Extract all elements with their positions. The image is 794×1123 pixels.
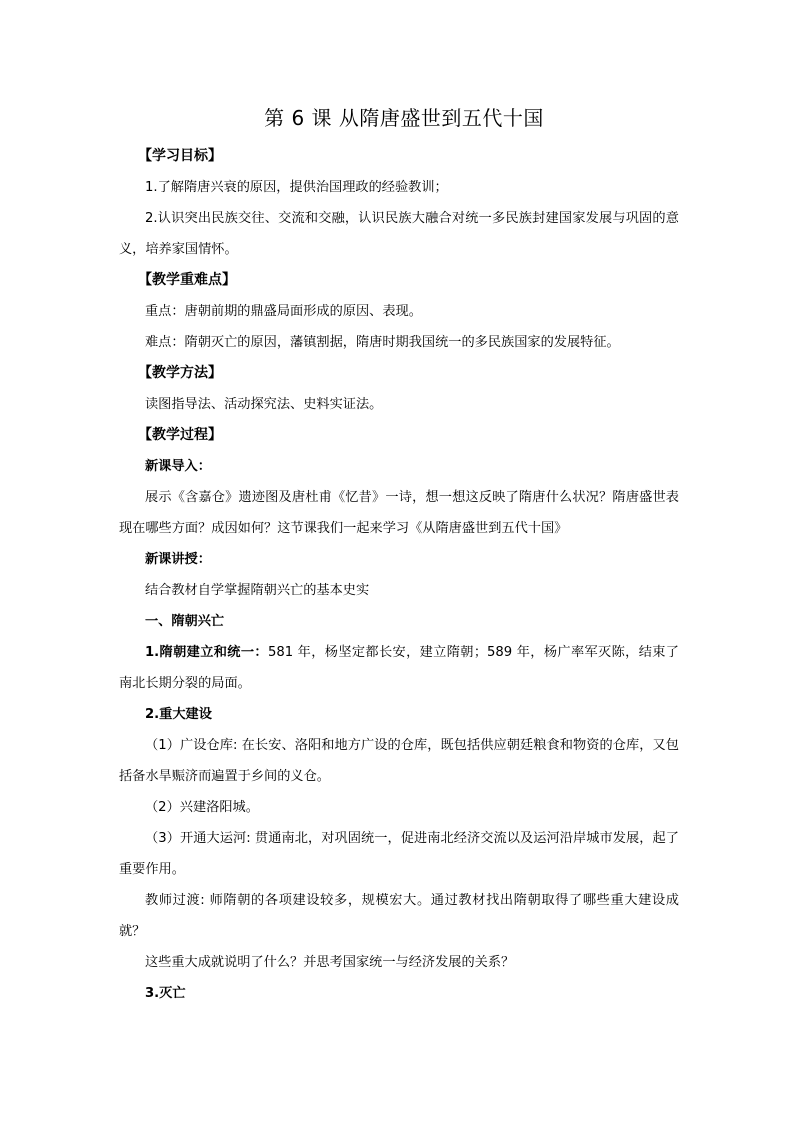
unification-label: 1.隋朝建立和统一： xyxy=(145,645,268,660)
lecture-text: 结合教材自学掌握隋朝兴亡的基本史实 xyxy=(145,583,370,598)
construction-item-3: （3）开通大运河: 贯通南北，对巩固统一，促进南北经济交流以及运河沿岸城市发展，起了重要作用。 xyxy=(119,831,679,877)
goal-item-1: 1.了解隋唐兴衰的原因，提供治国理政的经验教训； xyxy=(145,180,448,195)
paragraph-unification xyxy=(119,637,679,699)
construction-item-1: （1）广设仓库: 在长安、洛阳和地方广设的仓库，既包括供应朝廷粮食和物资的仓库，又包括备水旱赈济而遍置于乡间的义仓。 xyxy=(119,738,679,784)
construction-heading: 2.重大建设 xyxy=(145,707,212,722)
methods-text: 读图指导法、活动探究法、史料实证法。 xyxy=(145,397,383,412)
unification-text: 581 年，杨坚定都长安，建立隋朝；589 年，杨广率军灭陈，结束了南北长期分裂的局面。 xyxy=(119,645,679,691)
collapse-heading: 3.灭亡 xyxy=(145,986,186,1001)
discussion-question: 这些重大成就说明了什么？并思考国家统一与经济发展的关系？ xyxy=(145,955,515,970)
section-heading-methods: 【教学方法】 xyxy=(138,365,222,381)
keypoint-important: 重点：唐朝前期的鼎盛局面形成的原因、表现。 xyxy=(145,304,422,319)
section-heading-keypoints: 【教学重难点】 xyxy=(138,272,236,288)
intro-label: 新课导入： xyxy=(145,459,211,474)
goal-item-2: 2.认识突出民族交往、交流和交融，认识民族大融合对统一多民族封建国家发展与巩固的意义，培养家国情怀。 xyxy=(119,211,679,257)
lecture-label: 新课讲授： xyxy=(145,552,211,567)
construction-item-2: （2）兴建洛阳城。 xyxy=(145,800,259,815)
teacher-transition: 教师过渡: 师隋朝的各项建设较多，规模宏大。通过教材找出隋朝取得了哪些重大建设成就？ xyxy=(119,893,679,939)
section-heading-process: 【教学过程】 xyxy=(138,427,222,443)
part1-heading: 一、隋朝兴亡 xyxy=(145,614,225,629)
section-heading-goals: 【学习目标】 xyxy=(138,148,222,164)
intro-text: 展示《含嘉仓》遗迹图及唐杜甫《忆昔》一诗，想一想这反映了隋唐什么状况？隋唐盛世表现在哪些方面？成因如何？这节课我们一起来学习《从隋唐盛世到五代十国》 xyxy=(119,490,679,536)
keypoint-difficult: 难点：隋朝灭亡的原因，藩镇割据，隋唐时期我国统一的多民族国家的发展特征。 xyxy=(145,335,620,350)
page-title: 第 6 课 从隋唐盛世到五代十国 xyxy=(264,106,544,130)
document-body xyxy=(119,104,679,1009)
